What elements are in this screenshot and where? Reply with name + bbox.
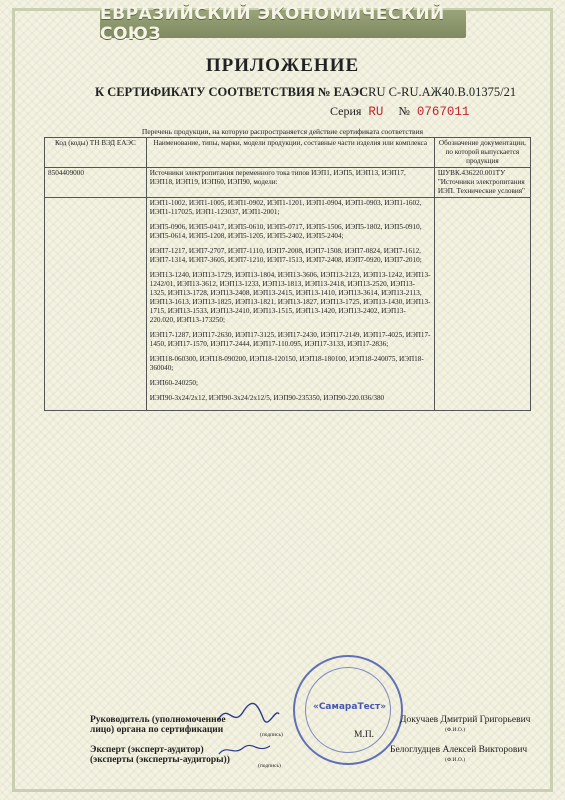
head-sign-caption: (подпись) — [260, 732, 283, 738]
list-title: Перечень продукции, на которую распространяется действие сертификата соответствия — [141, 127, 424, 136]
header-code: Код (коды) ТН ВЭД ЕАЭС — [45, 138, 147, 168]
model-group: ИЭП90-3x24/2x12, ИЭП90-3x24/2x12/5, ИЭП90-235350, ИЭП90-220.036/380 — [149, 394, 385, 402]
head-label-line2: лицо) органа по сертификации — [90, 725, 224, 735]
banner-text: ЕВРАЗИЙСКИЙ ЭКОНОМИЧЕСКИЙ СОЮЗ — [100, 4, 445, 44]
series-line — [330, 104, 469, 119]
table-row — [45, 168, 531, 198]
header-name: Наименование, типы, марки, модели продукции, составные части изделия или комплекса — [146, 138, 434, 168]
stamp-text: «СамараТест» — [313, 702, 387, 712]
cell-code: 8504409000 — [45, 168, 147, 198]
expert-label-line2: (эксперты (эксперты-аудиторы)) — [90, 755, 230, 765]
model-group: ИЭП60-240250; — [149, 379, 199, 387]
expert-name: Белоглудцев Алексей Викторович — [390, 745, 528, 755]
head-label-line1: Руководитель (уполномоченное — [90, 715, 226, 725]
head-fio-caption: (Ф.И.О.) — [445, 727, 466, 733]
product-table — [44, 137, 531, 411]
model-group: ИЭП1-1002, ИЭП1-1005, ИЭП1-0902, ИЭП1-1201, ИЭП1-0904, ИЭП1-0903, ИЭП1-1602, ИЭП1-117025, ИЭП1-123037, ИЭП1-2001; — [149, 199, 422, 216]
expert-fio-caption: (Ф.И.О.) — [445, 757, 466, 763]
cell-empty — [45, 198, 147, 411]
certificate-number: RU C-RU.АЖ40.В.01375/21 — [368, 85, 517, 99]
expert-label — [90, 745, 230, 765]
model-group: ИЭП5-0906, ИЭП5-0417, ИЭП5-0610, ИЭП5-0717, ИЭП5-1506, ИЭП5-1802, ИЭП5-0910, ИЭП5-0614, ИЭП5-1208, ИЭП5-1205, ИЭП5-2402, ИЭП5-2404; — [149, 223, 422, 240]
cell-name: Источники электропитания переменного тока типов ИЭП1, ИЭП5, ИЭП13, ИЭП17, ИЭП18, ИЭП19, ИЭП60, ИЭП90, модели: — [146, 168, 434, 198]
cell-doc: ШУВК.436220.001ТУ "Источники электропитания ИЭП. Технические условия" — [434, 168, 530, 198]
model-group: ИЭП18-060300, ИЭП18-090200, ИЭП18-120150, ИЭП18-180100, ИЭП18-240075, ИЭП18-360040; — [149, 355, 424, 372]
model-group: ИЭП13-1240, ИЭП13-1729, ИЭП13-1804, ИЭП13-3606, ИЭП13-2123, ИЭП13-1242, ИЭП13-1242/01, ИЭП13-3612, ИЭП13-1233, ИЭП13-1813, ИЭП13-2418, ИЭП13-2520, ИЭП13-1325, ИЭП13-1728, ИЭП13-2408, ИЭП13-2415, ИЭП13-1410, ИЭП13-3614, ИЭП13-2113, ИЭП13-1613, ИЭП13-1825, ИЭП13-1821, ИЭП13-1827, ИЭП13-1725, ИЭП13-1430, ИЭП13-1715, ИЭП13-1533, ИЭП13-2410, ИЭП13-1515, ИЭП13-1420, ИЭП13-2402, ИЭП13-220.020, ИЭП13-173250; — [149, 271, 431, 324]
number-label: № — [398, 104, 410, 118]
number-value: 0767011 — [416, 105, 470, 119]
head-label — [90, 715, 226, 735]
stamp-mp-label: М.П. — [354, 730, 375, 740]
banner — [100, 4, 466, 44]
model-group: ИЭП7-1217, ИЭП7-2707, ИЭП7-1110, ИЭП7-2008, ИЭП7-1508, ИЭП7-0824, ИЭП7-1612, ИЭП7-1314, ИЭП7-3605, ИЭП7-1210, ИЭП7-1513, ИЭП7-2408, ИЭП7-0920, ИЭП7-2010; — [149, 247, 422, 264]
subtitle-label: К СЕРТИФИКАТУ СООТВЕТСТВИЯ № ЕАЭС — [95, 85, 369, 99]
table-header-row — [45, 138, 531, 168]
header-doc: Обозначение документации, по которой выпускается продукция — [434, 138, 530, 168]
head-name: Докучаев Дмитрий Григорьевич — [400, 715, 531, 725]
series-label: Серия — [330, 104, 362, 118]
series-value: RU — [368, 105, 384, 119]
page-title: ПРИЛОЖЕНИЕ — [205, 55, 360, 76]
cell-empty — [434, 198, 530, 411]
table-row — [45, 198, 531, 411]
cell-models — [146, 198, 434, 411]
subtitle — [95, 85, 516, 100]
expert-label-line1: Эксперт (эксперт-аудитор) — [90, 745, 204, 755]
model-group: ИЭП17-1287, ИЭП17-2630, ИЭП17-3125, ИЭП17-2430, ИЭП17-2149, ИЭП17-4025, ИЭП17-1450, ИЭП17-1570, ИЭП17-2444, ИЭП17-110.095, ИЭП17-3133, ИЭП17-2836; — [149, 331, 431, 348]
expert-sign-caption: (подпись) — [258, 763, 281, 769]
